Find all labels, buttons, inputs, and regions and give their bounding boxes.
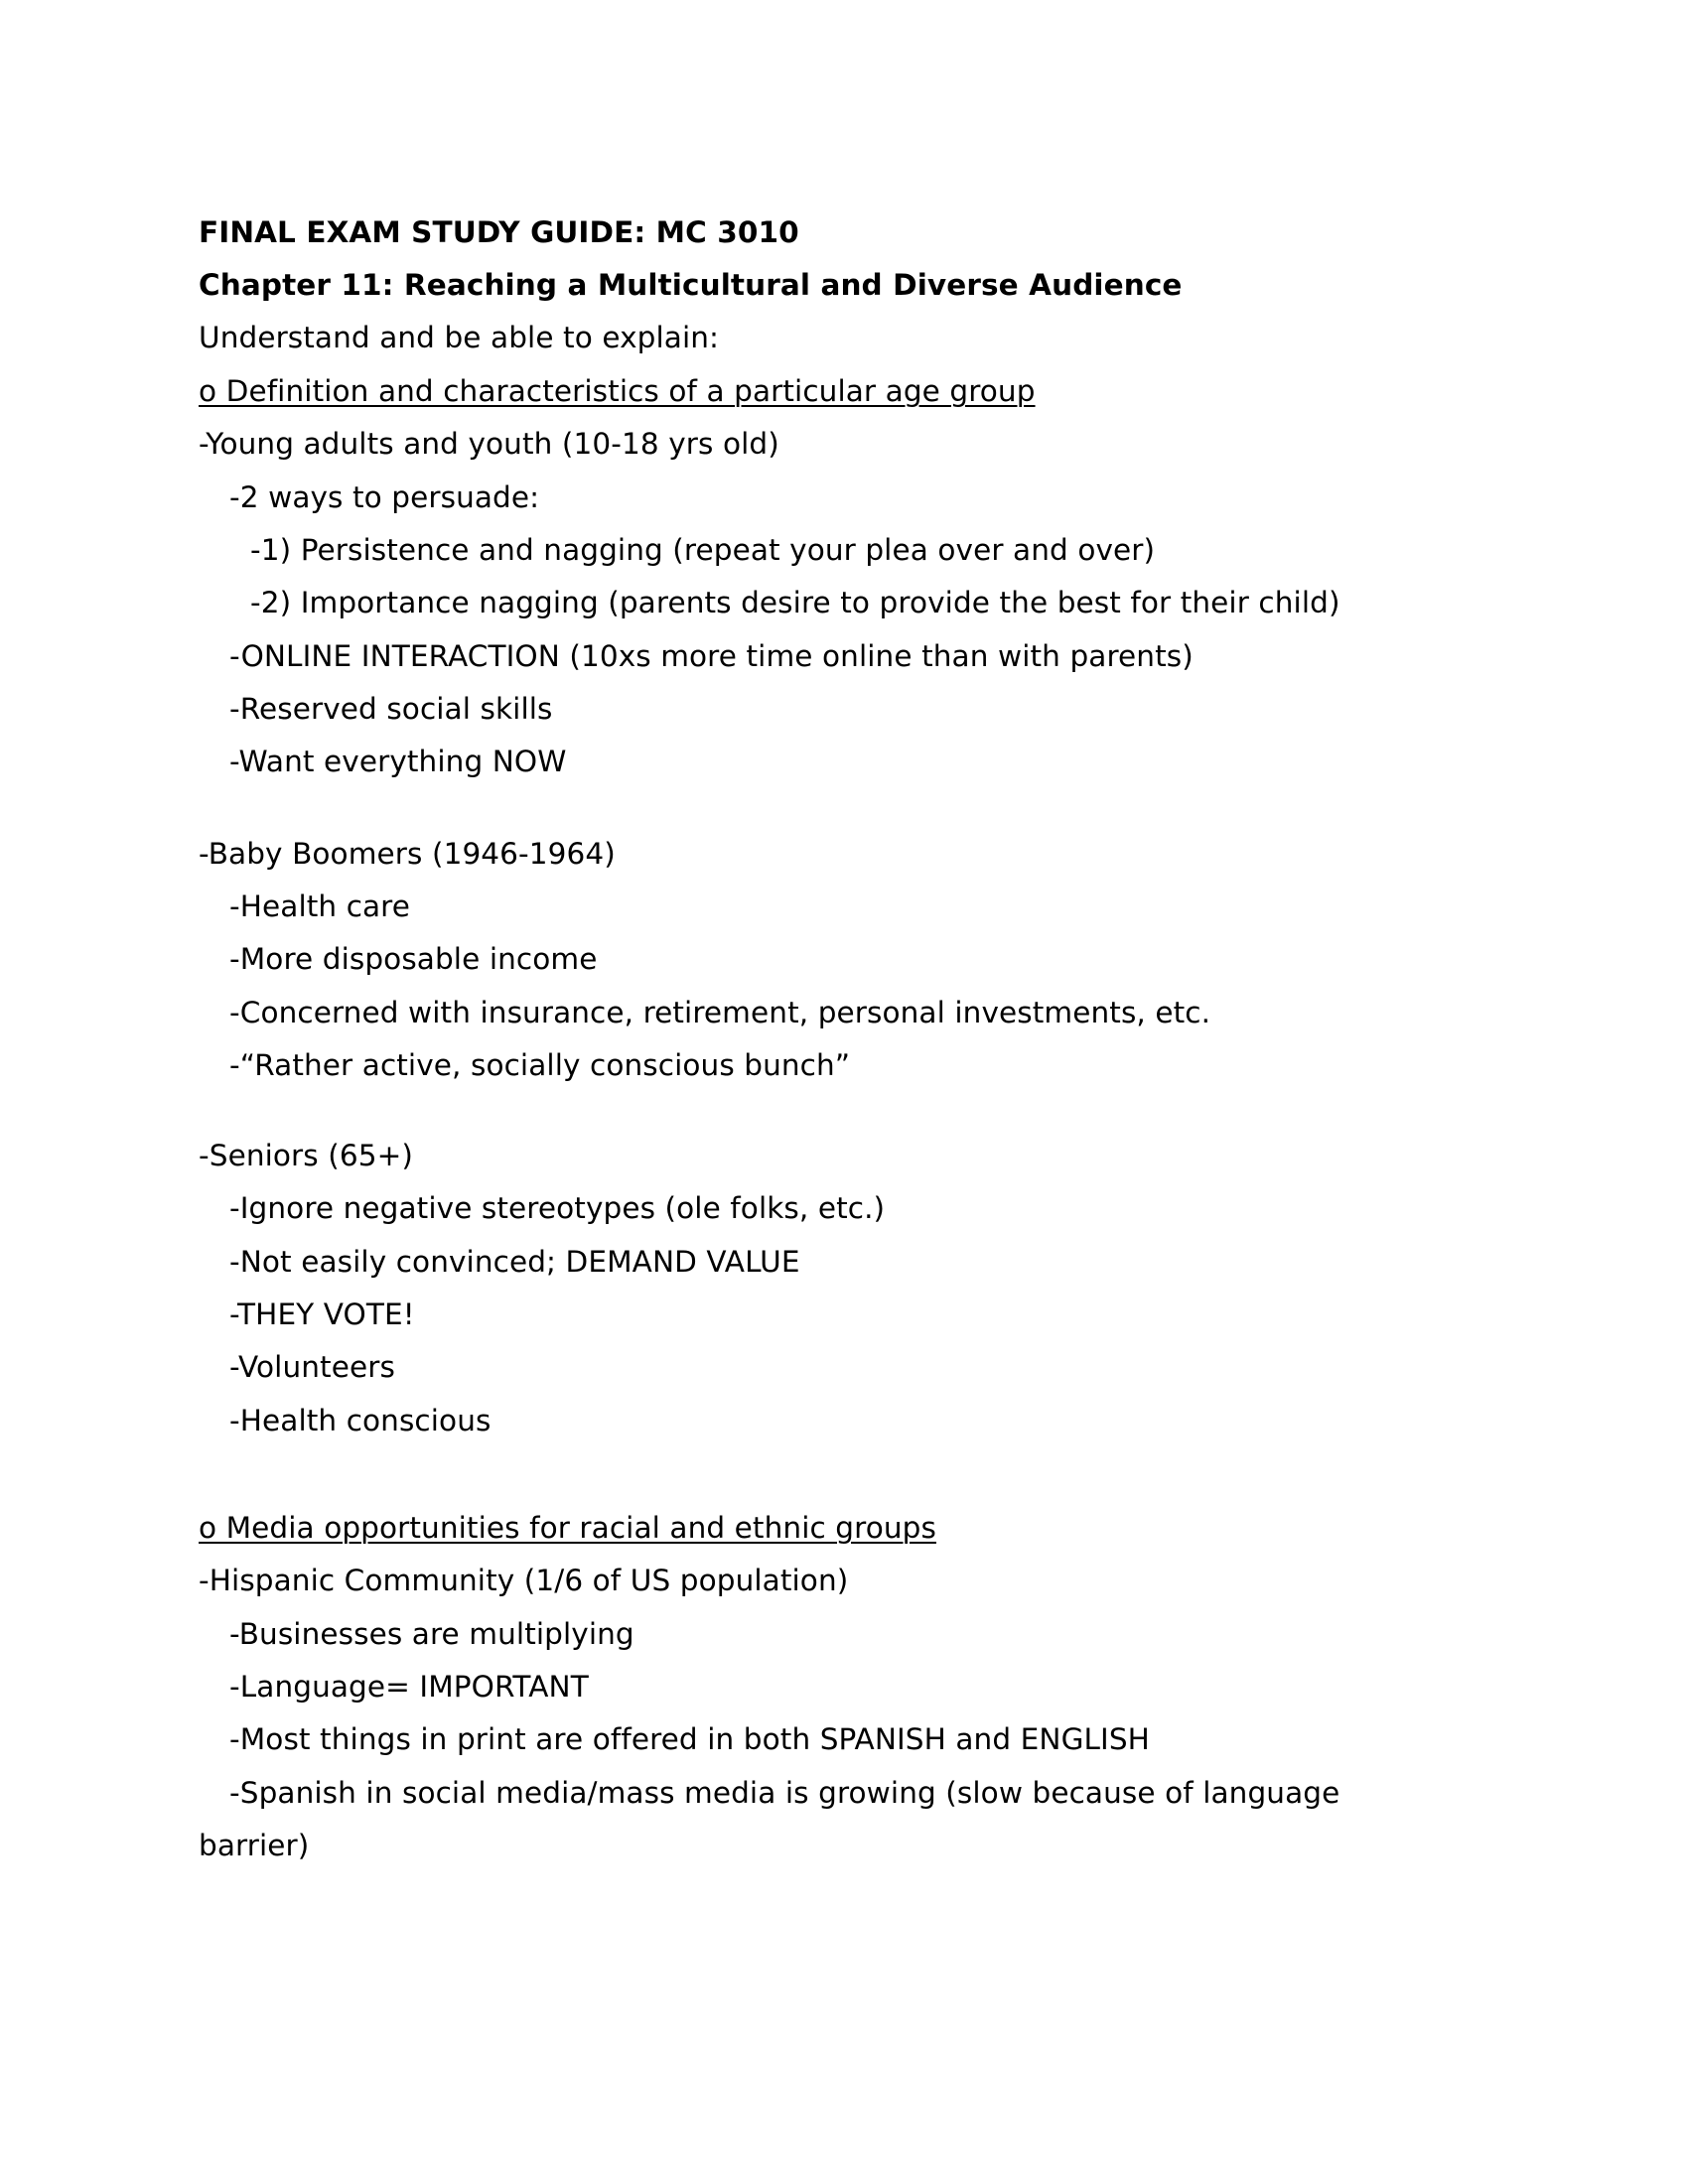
list-item: -Health care [229, 889, 411, 923]
group-label-hispanic-community: -Hispanic Community (1/6 of US population) [199, 1564, 849, 1597]
list-item: -Health conscious [229, 1404, 492, 1437]
list-item: -Concerned with insurance, retirement, personal investments, etc. [229, 996, 1211, 1029]
list-item: -Reserved social skills [229, 692, 553, 726]
section-heading-media-opportunities: o Media opportunities for racial and ethnic groups [199, 1511, 936, 1545]
list-item: -Ignore negative stereotypes (ole folks, etc.) [229, 1191, 886, 1225]
group-label-baby-boomers: -Baby Boomers (1946-1964) [199, 837, 616, 871]
section-heading-age-groups: o Definition and characteristics of a particular age group [199, 374, 1036, 408]
list-item: -Language= IMPORTANT [229, 1670, 589, 1704]
group-label-young-adults: -Young adults and youth (10-18 yrs old) [199, 427, 779, 461]
chapter-heading: Chapter 11: Reaching a Multicultural and Diverse Audience [199, 268, 1183, 302]
list-item-continuation: barrier) [199, 1829, 310, 1862]
list-item: -2) Importance nagging (parents desire to provide the best for their child) [250, 586, 1340, 619]
list-item: -Want everything NOW [229, 745, 567, 778]
list-item: -Businesses are multiplying [229, 1617, 634, 1651]
list-item: -Spanish in social media/mass media is growing (slow because of language [229, 1776, 1340, 1810]
group-label-seniors: -Seniors (65+) [199, 1139, 414, 1172]
list-item: -“Rather active, socially conscious bunch” [229, 1048, 851, 1082]
list-item: -1) Persistence and nagging (repeat your plea over and over) [250, 533, 1156, 567]
list-item: -THEY VOTE! [229, 1297, 415, 1331]
list-item: -ONLINE INTERACTION (10xs more time online than with parents) [229, 639, 1194, 673]
list-item: -Volunteers [229, 1350, 395, 1384]
document-title: FINAL EXAM STUDY GUIDE: MC 3010 [199, 215, 799, 249]
list-item: -Not easily convinced; DEMAND VALUE [229, 1245, 800, 1279]
list-item: -2 ways to persuade: [229, 480, 540, 514]
list-item: -Most things in print are offered in both SPANISH and ENGLISH [229, 1722, 1150, 1756]
list-item: -More disposable income [229, 942, 598, 976]
intro-text: Understand and be able to explain: [199, 321, 720, 354]
